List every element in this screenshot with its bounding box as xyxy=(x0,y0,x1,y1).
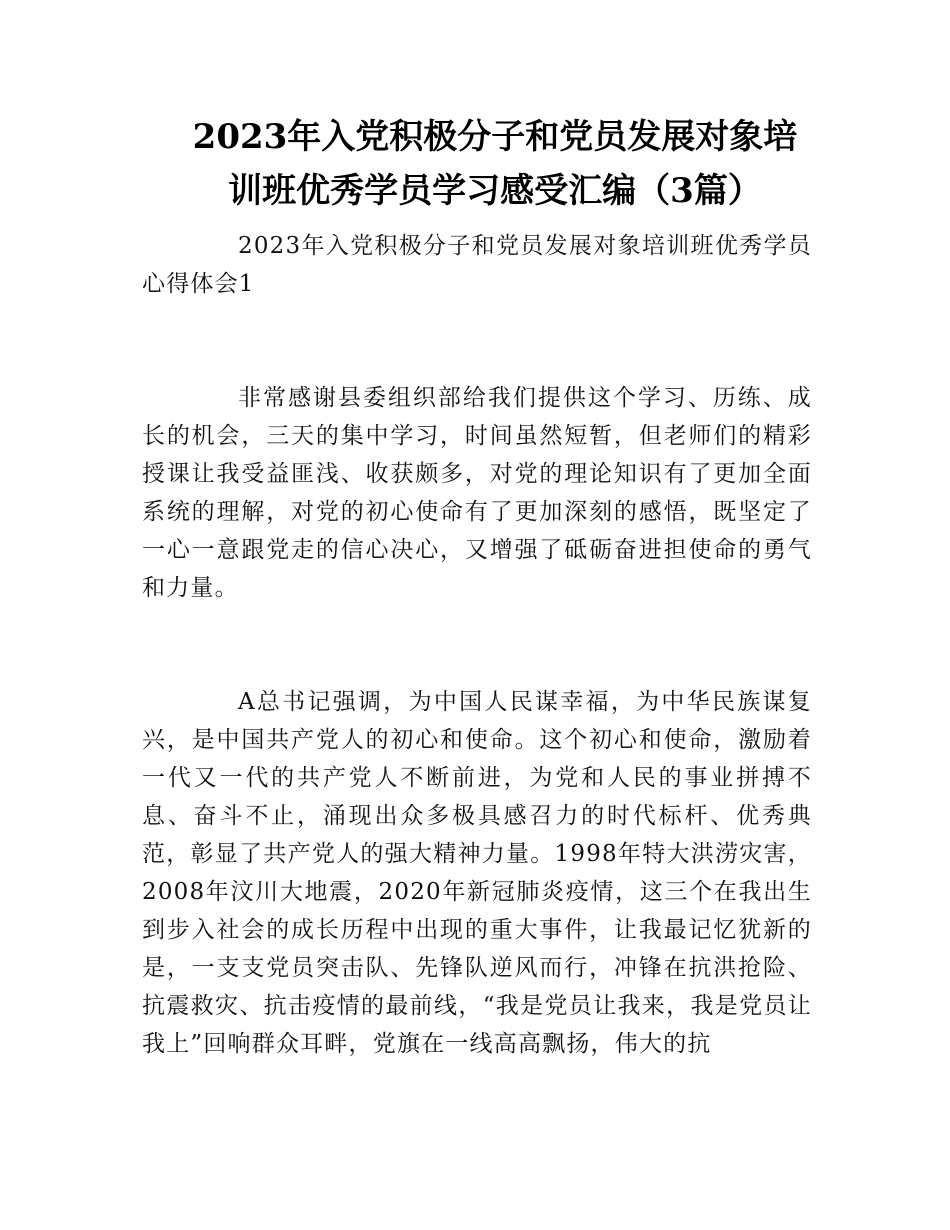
body-paragraph: 非常感谢县委组织部给我们提供这个学习、历练、成长的机会，三天的集中学习，时间虽然短暂，但老师们的精彩授课让我受益匪浅、收获颇多，对党的理论知识有了更加全面系统的理解，对党的初心使命有了更加深刻的感悟，既坚定了一心一意跟党走的信心决心，又增强了砥砺奋进担使命的勇气和力量。 xyxy=(142,385,812,601)
document-title xyxy=(0,110,950,218)
title-line-2: 训班优秀学员学习感受汇编（3篇） xyxy=(228,171,762,211)
title-line-1: 2023年入党积极分子和党员发展对象培 xyxy=(192,117,798,157)
subtitle-paragraph: 2023年入党积极分子和党员发展对象培训班优秀学员心得体会1 xyxy=(142,233,812,297)
body-paragraph: A总书记强调，为中国人民谋幸福，为中华民族谋复兴，是中国共产党人的初心和使命。这个初心和使命，激励着一代又一代的共产党人不断前进，为党和人民的事业拼搏不息、奋斗不止，涌现出众多极具感召力的时代标杆、优秀典范，彰显了共产党人的强大精神力量。1998年特大洪涝灾害，2008年汶川大地震，2020年新冠肺炎疫情，这三个在我出生到步入社会的成长历程中出现的重大事件，让我最记忆犹新的是，一支支党员突击队、先锋队逆风而行，冲锋在抗洪抢险、抗震救灾、抗击疫情的最前线，“我是党员让我来，我是党员让我上”回响群众耳畔，党旗在一线高高飘扬，伟大的抗 xyxy=(142,689,812,1057)
